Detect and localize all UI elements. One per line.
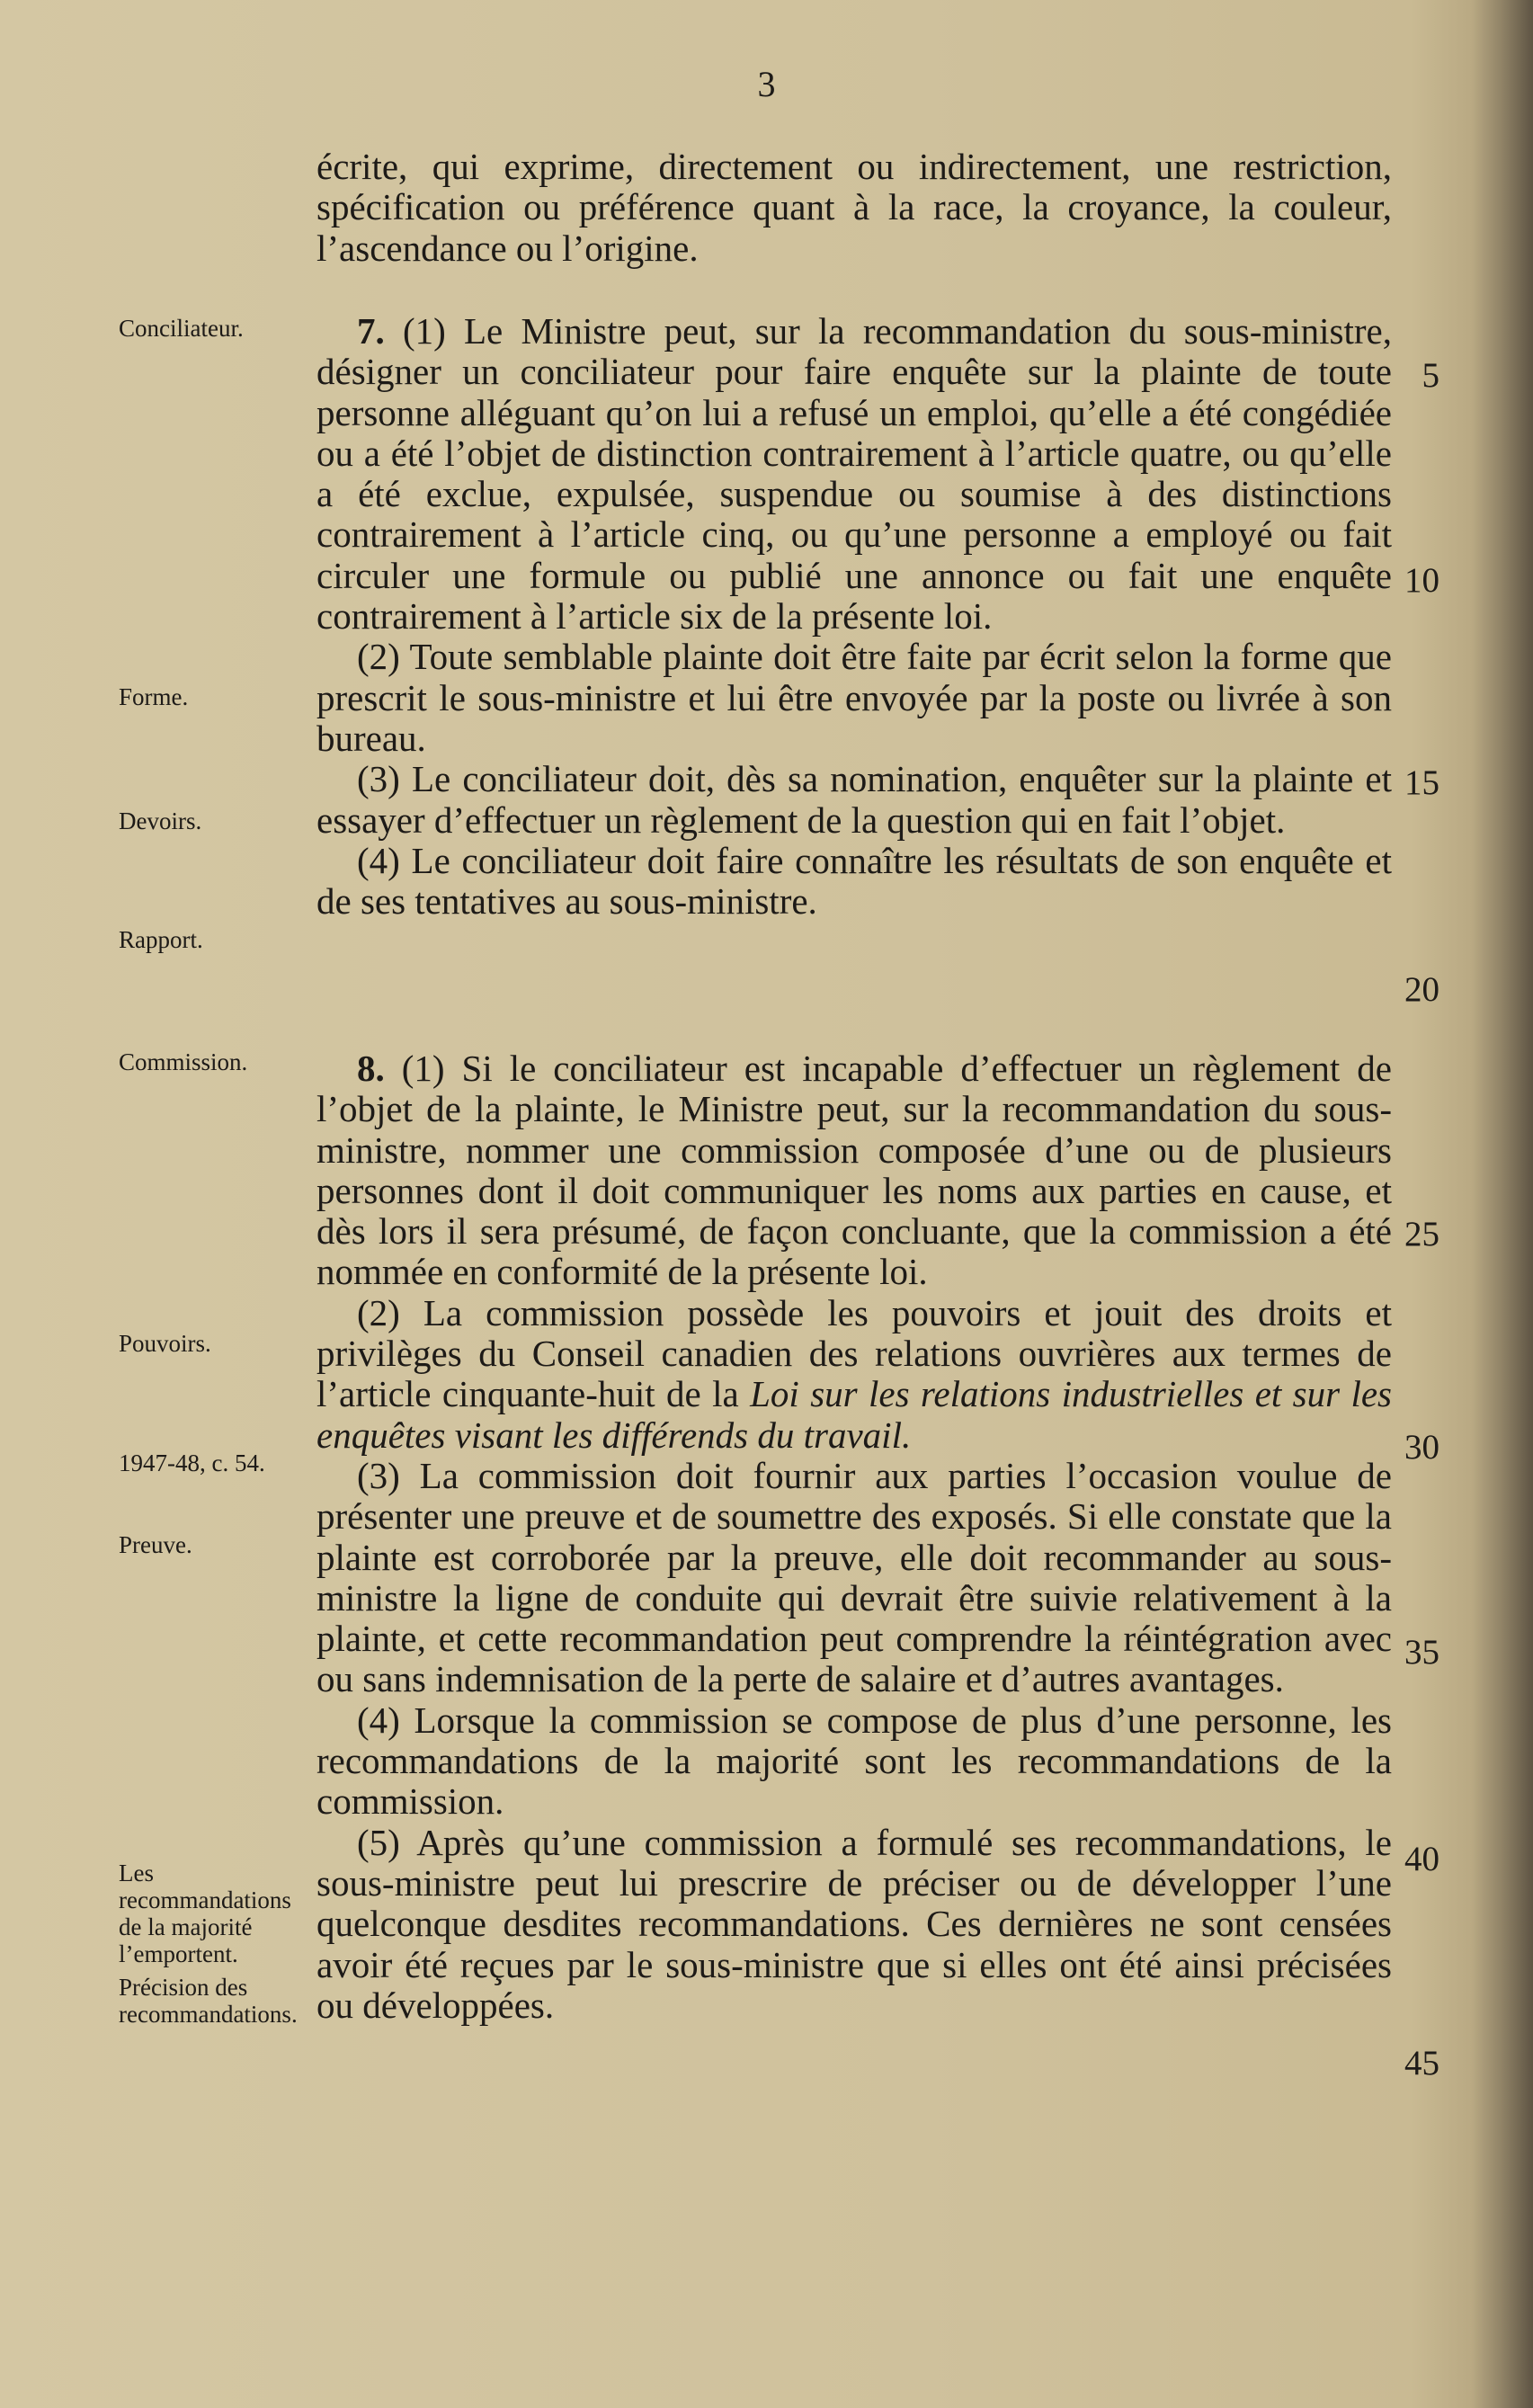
line-number: 30 [1404, 1428, 1439, 1467]
subsection-text: (2) La commission possède les pouvoirs et jouit des droits et privilèges du Conseil canadien des relations ouvrières aux termes de l’article cinquante-huit de la [316, 1291, 1392, 1415]
margin-note-majorite: Les recommandations de la majorité l’emportent. [119, 1860, 291, 1967]
line-number: 20 [1404, 970, 1439, 1009]
section-8-subsection-5: (5) Après qu’une commission a formulé ses recommandations, le sous-ministre peut lui prescrire de préciser ou de développer l’une quelconque desdites recommandations. Ces dernières ne sont censées avoir été reçues par le sous-ministre que si elles ont été ainsi précisées ou développées. [316, 1821, 1392, 2026]
section-number: 8. [357, 1048, 385, 1089]
section-7 [316, 311, 1392, 922]
section-number: 7. [357, 310, 385, 352]
paragraph-continuation [316, 147, 1392, 269]
section-8 [316, 1048, 1392, 2026]
margin-note-forme: Forme. [119, 683, 189, 710]
line-number: 15 [1404, 763, 1439, 802]
section-7-subsection-3: (3) Le conciliateur doit, dès sa nomination, enquêter sur la plainte et essayer d’effectuer un règlement de la question qui en fait l’objet. [316, 758, 1392, 841]
subsection-text: (1) Si le conciliateur est incapable d’effectuer un règlement de l’objet de la plainte, le Ministre peut, sur la recommandation du sous-ministre, nommer une commission composée d’une ou de plusieurs personnes dont il doit communiquer les noms aux parties en cause, et dès lors il sera présumé, de façon concluante, que la commission a été nommée en conformité de la présente loi. [316, 1048, 1392, 1293]
margin-note-pouvoirs: Pouvoirs. [119, 1330, 211, 1357]
section-8-subsection-1 [316, 1048, 1392, 1293]
section-8-subsection-4: (4) Lorsque la commission se compose de plus d’une personne, les recommandations de la majorité sont les recommandations de la commission. [316, 1699, 1392, 1823]
line-number: 25 [1404, 1215, 1439, 1253]
margin-note-precision: Précision des recommandations. [119, 1974, 298, 2028]
section-7-subsection-1 [316, 311, 1392, 637]
act-title: Loi sur les relations industrielles et sur les enquêtes visant les différends du travail. [316, 1373, 1393, 1456]
line-number: 35 [1404, 1633, 1439, 1672]
section-7-subsection-4: (4) Le conciliateur doit faire connaître les résultats de son enquête et de ses tentatives au sous-ministre. [316, 839, 1392, 923]
margin-note-devoirs: Devoirs. [119, 807, 202, 834]
section-8-subsection-2 [316, 1293, 1392, 1456]
page-number: 3 [757, 64, 776, 104]
line-number: 10 [1404, 561, 1439, 600]
line-number: 45 [1404, 2044, 1439, 2082]
margin-note-statute: 1947-48, c. 54. [119, 1449, 265, 1476]
section-7-subsection-2: (2) Toute semblable plainte doit être faite par écrit selon la forme que prescrit le sous-ministre et lui être envoyée par la poste ou livrée à son bureau. [316, 636, 1392, 759]
section-8-subsection-3: (3) La commission doit fournir aux parties l’occasion voulue de présenter une preuve et de soumettre des exposés. Si elle constate que la plainte est corroborée par la preuve, elle doit recommander au sous-ministre la ligne de conduite qui devrait être suivie relativement à la plainte, et cette recommandation peut comprendre la réintégration avec ou sans indemnisation de la perte de salaire et d’autres avantages. [316, 1454, 1392, 1700]
line-number: 40 [1404, 1840, 1439, 1878]
margin-note-commission: Commission. [119, 1048, 248, 1075]
subsection-text: (1) Le Ministre peut, sur la recommandation du sous-ministre, désigner un conciliateur pour faire enquête sur la plainte de toute personne alléguant qu’on lui a refusé un emploi, qu’elle a été congédiée ou a été l’objet de distinction contrairement à l’article quatre, ou qu’elle a été exclue, expulsée, suspendue ou soumise à des distinctions contrairement à l’article cinq, ou qu’une personne a employé ou fait circuler une formule ou publié une annonce ou fait une enquête contrairement à l’article six de la présente loi. [316, 310, 1392, 638]
line-number: 5 [1422, 356, 1439, 395]
margin-note-rapport: Rapport. [119, 926, 203, 953]
paragraph-text: écrite, qui exprime, directement ou indirectement, une restriction, spécification ou préférence quant à la race, la croyance, la couleur, l’ascendance ou l’origine. [316, 146, 1392, 269]
margin-note-conciliateur: Conciliateur. [119, 315, 244, 342]
margin-note-preuve: Preuve. [119, 1531, 192, 1558]
